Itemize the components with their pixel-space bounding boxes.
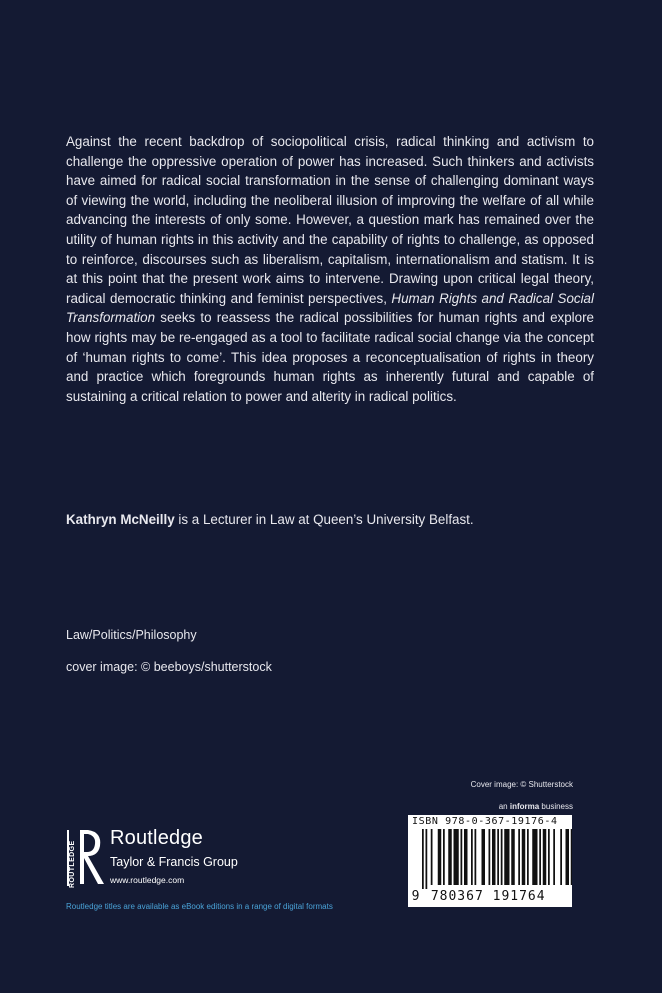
barcode-bar — [504, 829, 509, 885]
barcode-bar — [548, 829, 550, 885]
barcode-bars — [408, 829, 572, 889]
publisher-url[interactable]: www.routledge.com — [110, 875, 185, 885]
isbn-barcode — [408, 815, 572, 907]
barcode-bar — [471, 829, 473, 885]
barcode-bar — [454, 829, 459, 885]
barcode-bar — [566, 829, 570, 885]
barcode-bar — [475, 829, 477, 885]
subject-category: Law/Politics/Philosophy — [66, 628, 197, 642]
barcode-bar — [532, 829, 537, 885]
barcode-bar — [543, 829, 547, 885]
barcode-bar — [522, 829, 526, 885]
barcode-bar — [511, 829, 515, 885]
barcode-digits: 9 780367 191764 — [411, 889, 546, 904]
barcode-bar — [438, 829, 442, 885]
publisher-name: Routledge — [110, 827, 203, 849]
blurb-text-1: Against the recent backdrop of sociopolitical crisis, radical thinking and activism to challenge the oppressive operation of power has increased. Such thinkers and activists have aimed for radical social transformation in the sense of challenging dominant ways of viewing the world, including the neoliberal illusion of improving the welfare of all while advancing the interests of only some. However, a question mark has remained over the utility of human rights in this activity and the capability of rights to challenge, as opposed to reinforce, discourses such as liberalism, capitalism, internationalism and statism. It is at this point that the present work aims to intervene. Drawing upon critical legal theory, radical democratic thinking and feminist perspectives, — [66, 134, 594, 306]
logo-spine-text: ROUTLEDGE — [69, 840, 76, 888]
blurb-book-title: Human Rights and Radical Social Transformation — [66, 290, 594, 326]
informa-business-label: an informa business — [498, 802, 573, 811]
barcode-bar — [426, 829, 428, 889]
barcode-bar — [482, 829, 486, 885]
barcode-bar — [489, 829, 491, 885]
barcode-bar — [431, 829, 433, 885]
barcode-bar — [560, 829, 562, 885]
barcode-bar — [553, 829, 555, 885]
blurb-paragraph — [66, 132, 594, 406]
barcode-bar — [527, 829, 529, 885]
author-bio-text: is a Lecturer in Law at Queen’s University Belfast. — [178, 512, 474, 527]
isbn-label: ISBN 978-0-367-19176-4 — [412, 816, 558, 827]
publisher-group: Taylor & Francis Group — [110, 855, 238, 869]
barcode-bar — [448, 829, 452, 885]
ebook-availability-note: Routledge titles are available as eBook editions in a range of digital formats — [66, 902, 333, 911]
barcode-bar — [539, 829, 541, 885]
barcode-bar — [461, 829, 463, 885]
barcode-bar — [501, 829, 503, 885]
barcode-bar — [422, 829, 424, 889]
small-cover-credit: Cover image: © Shutterstock — [470, 780, 573, 789]
barcode-bar — [464, 829, 468, 885]
barcode-bar — [497, 829, 499, 885]
author-name: Kathryn McNeilly — [66, 512, 175, 527]
author-bio — [66, 510, 594, 530]
barcode-bar — [492, 829, 496, 885]
barcode-bar — [571, 829, 572, 885]
barcode-bar — [443, 829, 445, 885]
barcode-bar — [518, 829, 520, 885]
blurb-text-2: seeks to reassess the radical possibilities for human rights and explore how rights may be re-engaged as a tool to facilitate radical social change via the concept of ‘human rights to come’. This idea proposes a reconceptualisation of rights in theory and practice which foregrounds human rights as inherently futural and capable of sustaining a critical relation to power and alterity in radical politics. — [66, 310, 594, 404]
cover-image-credit: cover image: © beeboys/shutterstock — [66, 660, 272, 674]
